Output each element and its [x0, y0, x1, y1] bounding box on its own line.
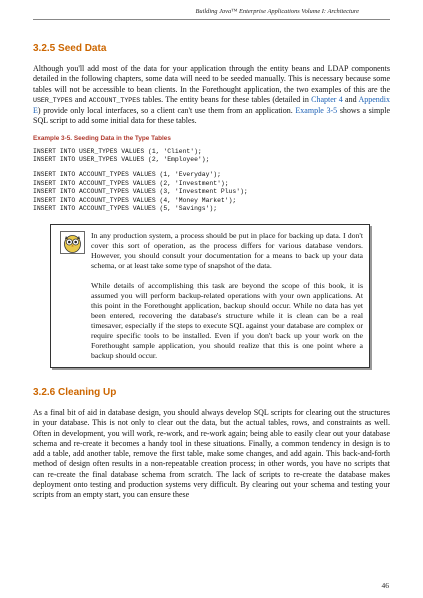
link-example-3-5[interactable]: Example 3-5 [295, 106, 338, 116]
code-line: INSERT INTO ACCOUNT_TYPES VALUES (5, 'Savings'); [33, 205, 218, 213]
note-box [50, 224, 370, 368]
code-line: INSERT INTO ACCOUNT_TYPES VALUES (4, 'Money Market'); [33, 196, 237, 204]
note-text [91, 231, 363, 361]
owl-note-icon [60, 231, 85, 254]
code-account-types: ACCOUNT_TYPES [88, 96, 141, 104]
cleaning-up-paragraph: As a final bit of aid in database design, you should always develop SQL scripts for clearing out the structures in your database. This is not only to clear out the data, but the actual tables, rows, and constraints as well. Often in development, you will work, re-work, and re-work again; being able to easily clear out your database schema and re-create it becomes a handy tool in these situations. Finally, a common tendency in design is to add a table, add another table, remove the first table, make some changes, and add again. This back-and-forth method of design often results in a non-repeatable creation process; in other words, you have no scripts that can re-create the final database schema from scratch. The lack of scripts to re-create the database makes deployment onto testing and production systems very difficult. By clearing out your schema and testing your scripts from an empty start, you can ensure these [33, 407, 390, 500]
note-paragraph-1: In any production system, a process should be put in place for backing up data. I don't cover this sort of operation, as the process differs for various database vendors. However, you should consult your documentation for a means to back up your data schema, or at least take some type of snapshot of the data. [91, 230, 363, 270]
code-line: INSERT INTO USER_TYPES VALUES (2, 'Employee'); [33, 156, 210, 164]
link-chapter-4[interactable]: Chapter 4 [311, 94, 343, 104]
section-heading-cleaning-up: 3.2.6 Cleaning Up [33, 386, 117, 398]
code-line: INSERT INTO ACCOUNT_TYPES VALUES (1, 'Everyday'); [33, 170, 221, 178]
code-line: INSERT INTO USER_TYPES VALUES (1, 'Client'); [33, 147, 202, 155]
page-number: 46 [381, 581, 389, 590]
para-text: Although you'll add most of the data for your application through the entity beans and LDAP components detailed in the following chapters, some data will need to be seeded manually. This is necessary because some tables will not be accessible to bean clients. In the Forethought application, the two examples of this are the [33, 64, 390, 94]
para-text: and [72, 94, 89, 104]
page-content [33, 28, 390, 501]
link-appendix-e[interactable]: Appendix E [33, 94, 390, 116]
para-text: and [342, 94, 359, 104]
para-text: shows a simple SQL script to add some initial data for these tables. [33, 106, 390, 126]
para-text: tables. The entity beans for these tables (detailed in [140, 94, 312, 104]
page-header-title: Building Java™ Enterprise Applications Volume I: Architecture [195, 8, 359, 15]
code-line: INSERT INTO ACCOUNT_TYPES VALUES (3, 'Investment Plus'); [33, 188, 248, 196]
seed-data-paragraph [33, 64, 390, 127]
header-divider [33, 19, 390, 20]
para-text: ) provide only local interfaces, so a client can't use them from an application. [37, 106, 296, 116]
example-title: Example 3-5. Seeding Data in the Type Tables [33, 134, 171, 142]
code-user-types: USER_TYPES [33, 96, 73, 104]
note-paragraph-2: While details of accomplishing this task are beyond the scope of this book, it is assumed you will perform backup-related operations with your own applications. At this point in the Forethought application, backup should occur. While no data has yet been entered, recovering the database's structure while it is clean can be a real timesaver, especially if the steps to execute SQL against your database are complex or require specific tools to be installed. Even if you don't back up your work on the Forethought sample application, you should realize that this is one point where a backup should occur. [91, 280, 363, 360]
code-line: INSERT INTO ACCOUNT_TYPES VALUES (2, 'Investment'); [33, 179, 229, 187]
section-heading-seed-data: 3.2.5 Seed Data [33, 43, 107, 54]
code-listing [33, 148, 390, 214]
